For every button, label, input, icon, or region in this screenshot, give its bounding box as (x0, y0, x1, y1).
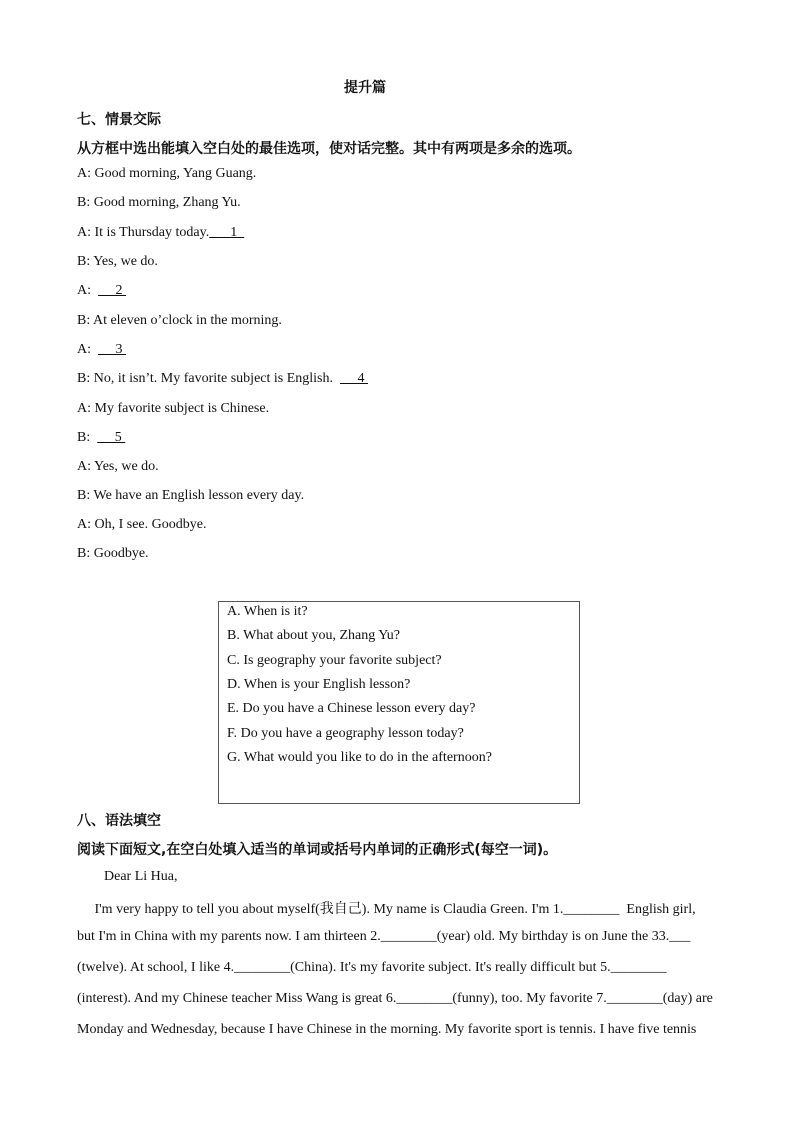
dialogue-line: B: Goodbye. (77, 546, 149, 561)
answer-blank-2[interactable]: 2 (98, 283, 126, 298)
option-c: C. Is geography your favorite subject? (227, 653, 442, 668)
passage-line: but I'm in China with my parents now. I am thirteen 2.________(year) old. My birthday is on June the 33.___ (77, 929, 691, 944)
option-f: F. Do you have a geography lesson today? (227, 726, 464, 741)
dialogue-line: A: 3 (77, 342, 126, 357)
answer-blank-3[interactable]: 3 (98, 342, 126, 357)
section-7-instruction: 从方框中选出能填入空白处的最佳选项，使对话完整。其中有两项是多余的选项。 (77, 141, 581, 157)
passage-line: (twelve). At school, I like 4.________(China). It's my favorite subject. It's really difficult but 5.________ (77, 960, 667, 975)
answer-blank-5[interactable]: 5 (97, 430, 126, 445)
section-7-heading: 七、情景交际 (77, 112, 161, 128)
page-title: 提升篇 (344, 80, 386, 96)
option-b: B. What about you, Zhang Yu? (227, 628, 401, 643)
options-box (218, 601, 580, 804)
passage-line: I'm very happy to tell you about myself(我自己). My name is Claudia Green. I'm 1.________ English girl, (77, 902, 696, 917)
option-a: A. When is it? (227, 604, 308, 619)
dialogue-line: A: It is Thursday today. 1 (77, 225, 245, 240)
dialogue-line: A: Good morning, Yang Guang. (77, 166, 257, 181)
option-g: G. What would you like to do in the afternoon? (227, 750, 492, 765)
passage-line: Monday and Wednesday, because I have Chinese in the morning. My favorite sport is tennis. I have five tennis (77, 1022, 697, 1037)
dialogue-line: B: Good morning, Zhang Yu. (77, 195, 241, 210)
dialogue-line: A: Yes, we do. (77, 459, 159, 474)
section-8-heading: 八、语法填空 (77, 813, 161, 829)
answer-blank-4[interactable]: 4 (340, 371, 369, 386)
dialogue-line: A: My favorite subject is Chinese. (77, 401, 270, 416)
dialogue-line: B: 5 (77, 430, 126, 445)
option-d: D. When is your English lesson? (227, 677, 411, 692)
passage-line: (interest). And my Chinese teacher Miss Wang is great 6.________(funny), too. My favorite 7.________(day) are (77, 991, 713, 1006)
option-e: E. Do you have a Chinese lesson every day? (227, 701, 476, 716)
dialogue-line: B: Yes, we do. (77, 254, 158, 269)
dialogue-line: B: At eleven o’clock in the morning. (77, 313, 282, 328)
dialogue-line: B: No, it isn’t. My favorite subject is English. 4 (77, 371, 369, 386)
dialogue-line: A: Oh, I see. Goodbye. (77, 517, 207, 532)
section-8-instruction: 阅读下面短文,在空白处填入适当的单词或括号内单词的正确形式(每空一词)。 (77, 842, 558, 858)
answer-blank-1[interactable]: 1 (209, 225, 245, 240)
letter-greeting: Dear Li Hua, (104, 869, 178, 884)
dialogue-line: A: 2 (77, 283, 126, 298)
dialogue-line: B: We have an English lesson every day. (77, 488, 305, 503)
